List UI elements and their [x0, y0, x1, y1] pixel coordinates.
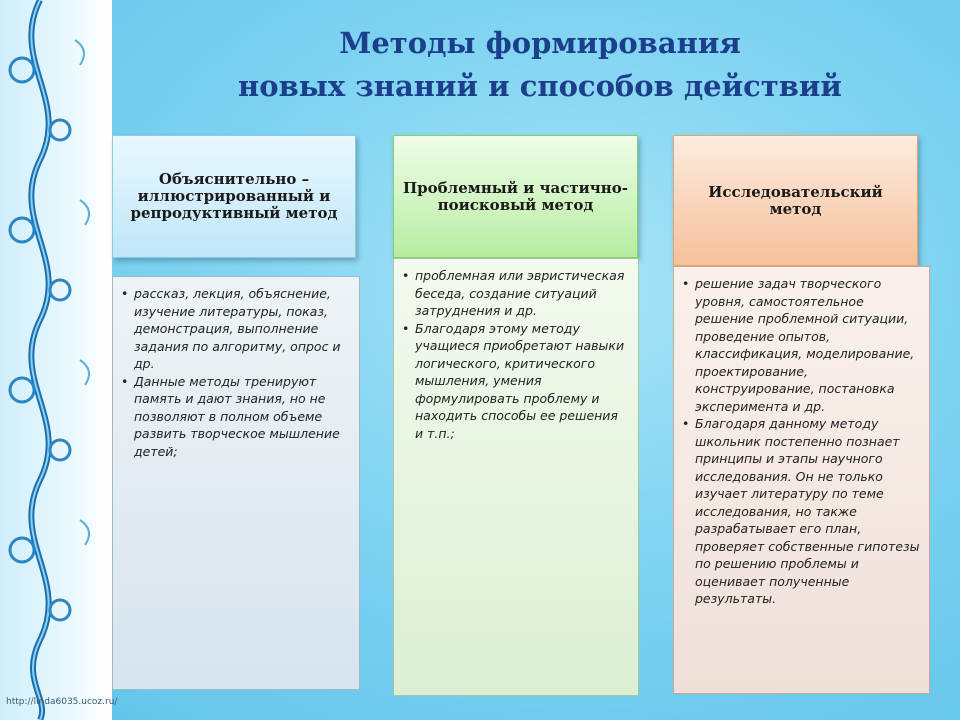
- title-line-1: Методы формирования: [339, 26, 741, 60]
- column-2-header-text: Проблемный и частично-поисковый метод: [403, 178, 628, 214]
- swirl-ornament-icon: [0, 0, 112, 720]
- column-3-body: [673, 266, 930, 694]
- list-item: • проблемная или эвристическая беседа, создание ситуаций затруднения и др.: [402, 267, 630, 320]
- list-item: • решение задач творческого уровня, самостоятельное решение проблемной ситуации, проведение опытов, классификация, моделирование, проектирование, конструирование, постановка эксперимента и др.: [682, 275, 921, 415]
- title-line-2: новых знаний и способов действий: [238, 69, 842, 103]
- column-1-list: [121, 285, 351, 460]
- column-2-list: [402, 267, 630, 442]
- column-2-header: [393, 135, 638, 258]
- column-3-list: [682, 275, 921, 608]
- list-item: • Данные методы тренируют память и дают знания, но не позволяют в полном объеме развить творческое мышление детей;: [121, 373, 351, 461]
- page-title: [180, 22, 900, 108]
- decorative-border: [0, 0, 112, 720]
- column-1-body: [112, 276, 360, 690]
- column-1-header: [112, 135, 356, 258]
- list-item: • рассказ, лекция, объяснение, изучение литературы, показ, демонстрация, выполнение задания по алгоритму, опрос и др.: [121, 285, 351, 373]
- column-3-header: [673, 135, 918, 266]
- column-1-header-text: Объяснительно – иллюстрированный и репродуктивный метод: [130, 170, 338, 222]
- source-url-link[interactable]: http://linda6035.ucoz.ru/: [6, 697, 118, 707]
- list-item: • Благодаря этому методу учащиеся приобретают навыки логического, критического мышления, умения формулировать проблему и находить способы ее решения и т.п.;: [402, 320, 630, 443]
- column-3-header-text: Исследовательский метод: [708, 182, 883, 218]
- column-2-body: [393, 258, 639, 696]
- list-item: • Благодаря данному методу школьник постепенно познает принципы и этапы научного исследования. Он не только изучает литературу по теме исследования, но также разрабатывает его план, проверяет собственные гипотезы по решению проблемы и оценивает полученные результаты.: [682, 415, 921, 608]
